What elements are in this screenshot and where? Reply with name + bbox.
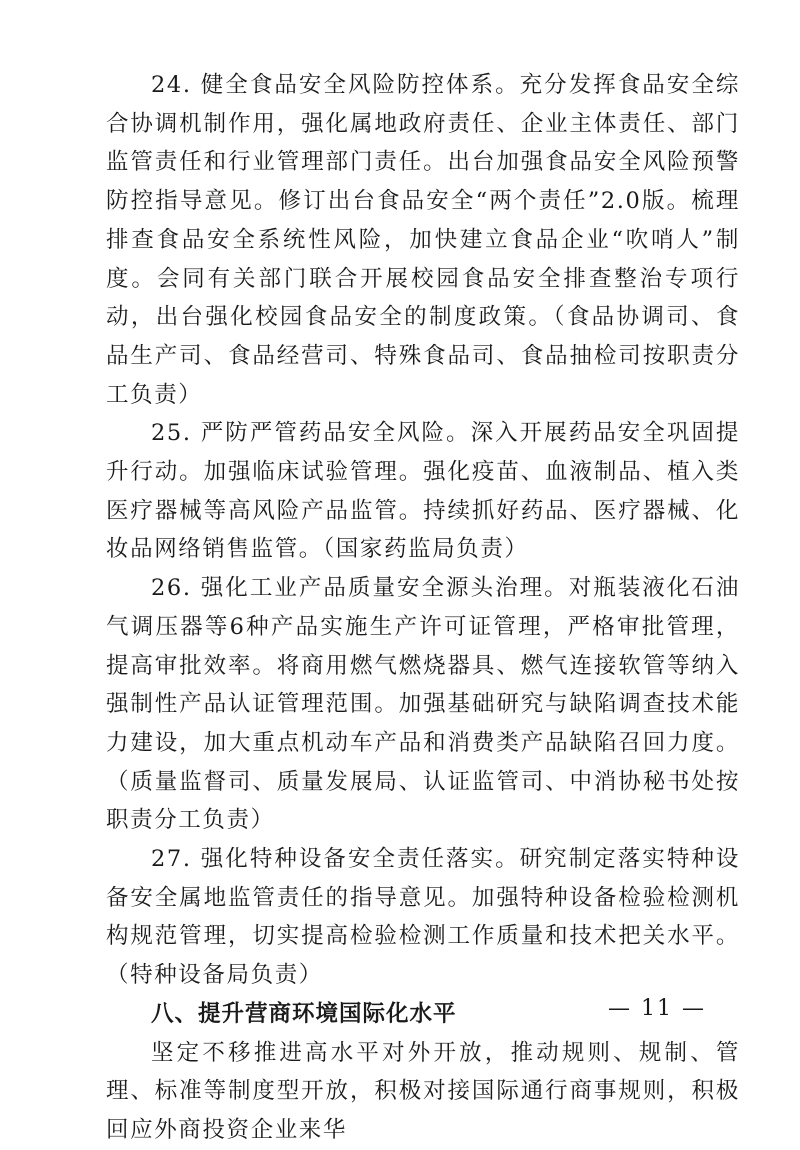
paragraph-continuation: 坚定不移推进高水平对外开放，推动规则、规制、管理、标准等制度型开放，积极对接国际通行商事规则，积极回应外商投资企业来华 — [106, 1039, 740, 1143]
document-body — [106, 66, 740, 1150]
paragraph-item-24: 24. 健全食品安全风险防控体系。充分发挥食品安全综合协调机制作用，强化属地政府责任、企业主体责任、部门监管责任和行业管理部门责任。出台加强食品安全风险预警防控指导意见。修订出台食品安全“两个责任”2.0版。梳理排查食品安全系统性风险，加快建立食品企业“吹哨人”制度。会同有关部门联合开展校园食品安全排查整治专项行动，出台强化校园食品安全的制度政策。（食品协调司、食品生产司、食品经营司、特殊食品司、食品抽检司按职责分工负责） — [106, 72, 740, 408]
section-heading: 八、提升营商环境国际化水平 — [151, 1000, 457, 1027]
paragraph-item-25: 25. 严防严管药品安全风险。深入开展药品安全巩固提升行动。加强临床试验管理。强化疫苗、血液制品、植入类医疗器械等高风险产品监管。持续抓好药品、医疗器械、化妆品网络销售监管。（国家药监局负责） — [106, 420, 740, 563]
page-number: — 11 — — [608, 996, 706, 1021]
paragraph-item-26: 26. 强化工业产品质量安全源头治理。对瓶装液化石油气调压器等6种产品实施生产许可证管理，严格审批管理，提高审批效率。将商用燃气燃烧器具、燃气连接软管等纳入强制性产品认证管理范围。加强基础研究与缺陷调查技术能力建设，加大重点机动车产品和消费类产品缺陷召回力度。（质量监督司、质量发展局、认证监管司、中消协秘书处按职责分工负责） — [106, 575, 740, 834]
paragraph-item-27: 27. 强化特种设备安全责任落实。研究制定落实特种设备安全属地监管责任的指导意见。加强特种设备检验检测机构规范管理，切实提高检验检测工作质量和技术把关水平。（特种设备局负责） — [106, 846, 740, 989]
